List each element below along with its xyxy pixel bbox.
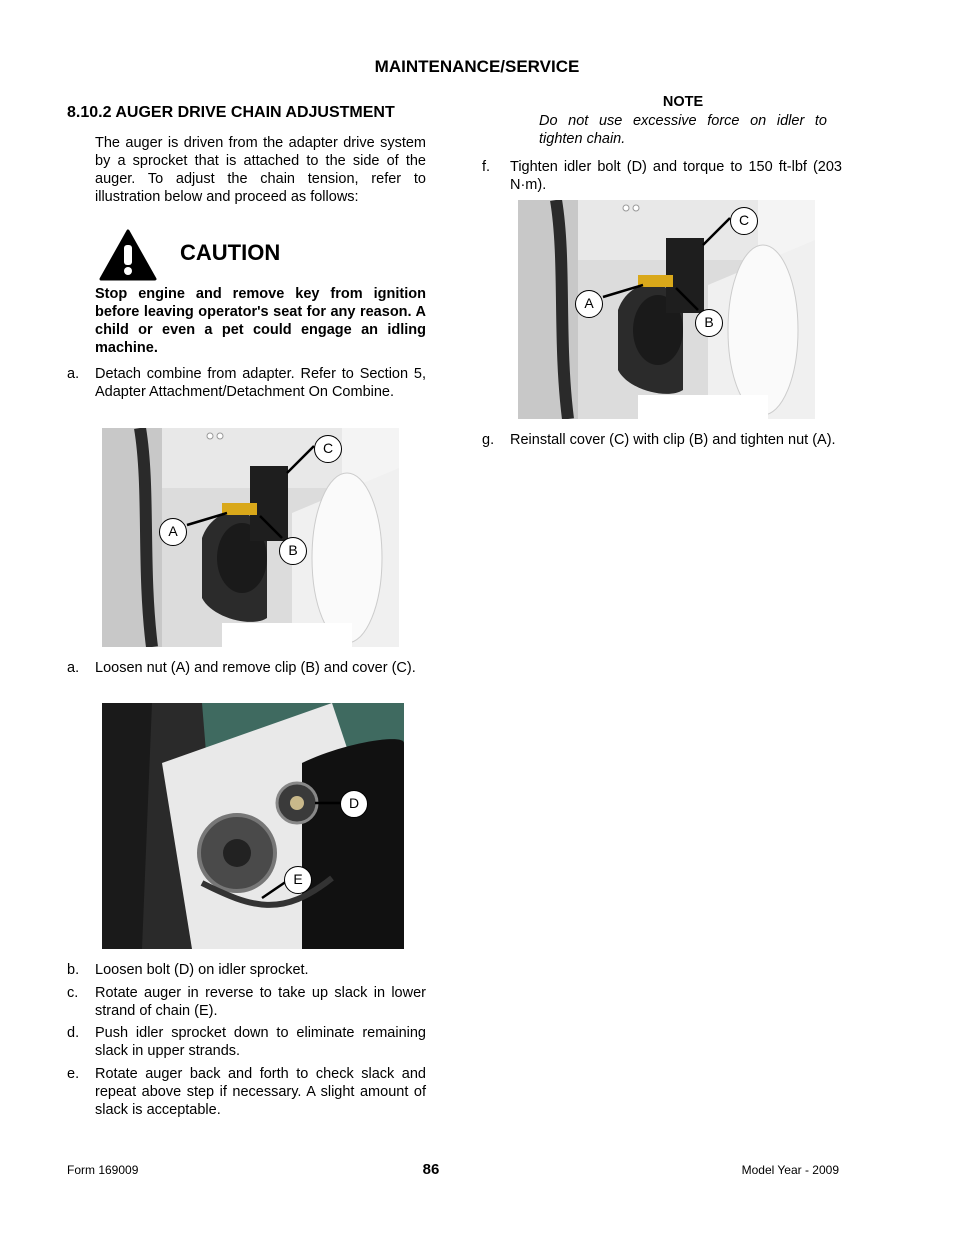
section-title: 8.10.2 AUGER DRIVE CHAIN ADJUSTMENT	[67, 104, 395, 121]
figure-drive-chain	[102, 703, 404, 949]
step-text: Detach combine from adapter. Refer to Section 5, Adapter Attachment/Detachment On Combine.	[95, 366, 426, 400]
page-header: MAINTENANCE/SERVICE	[374, 57, 580, 76]
caution-text: Stop engine and remove key from ignition before leaving operator's seat for any reason. A child or even a pet could engage an idling machine.	[95, 286, 426, 356]
callout-c: C	[314, 435, 342, 463]
step-a-loosen	[67, 659, 426, 699]
footer-model-year: Model Year - 2009	[741, 1163, 839, 1177]
note-text: Do not use excessive force on idler to tighten chain.	[539, 113, 827, 147]
step-letter: g.	[482, 432, 495, 448]
caution-title: CAUTION	[180, 240, 281, 265]
step-text: Loosen bolt (D) on idler sprocket.	[95, 962, 309, 978]
callout-d: D	[340, 790, 368, 818]
page-number: 86	[422, 1161, 440, 1178]
callout-b: B	[279, 537, 307, 565]
step-d	[67, 1024, 426, 1062]
step-letter: a.	[67, 366, 80, 382]
step-f	[482, 158, 842, 196]
step-letter: a.	[67, 660, 80, 676]
step-b	[67, 961, 426, 981]
step-c	[67, 984, 426, 1022]
callout-a: A	[575, 290, 603, 318]
step-text: Rotate auger in reverse to take up slack in lower strand of chain (E).	[95, 985, 426, 1019]
step-g	[482, 431, 842, 469]
warning-triangle-icon	[98, 228, 158, 287]
step-letter: e.	[67, 1066, 80, 1082]
step-e	[67, 1065, 426, 1121]
step-letter: b.	[67, 962, 80, 978]
intro-paragraph: The auger is driven from the adapter drive system by a sprocket that is attached to the side of the auger. To adjust the chain tension, refer to illustration below and proceed as follows:	[95, 135, 426, 205]
step-a-detach	[67, 365, 426, 421]
step-text: Reinstall cover (C) with clip (B) and tighten nut (A).	[510, 432, 836, 448]
note-title: NOTE	[662, 94, 704, 110]
figure-cover-assembly	[102, 428, 399, 647]
step-text: Rotate auger back and forth to check slack and repeat above step if necessary. A slight amount of slack is acceptable.	[95, 1066, 426, 1118]
step-letter: d.	[67, 1025, 80, 1041]
step-text: Loosen nut (A) and remove clip (B) and cover (C).	[95, 660, 416, 676]
step-letter: c.	[67, 985, 79, 1001]
callout-e: E	[284, 866, 312, 894]
step-text: Tighten idler bolt (D) and torque to 150 ft-lbf (203 N·m).	[510, 159, 842, 193]
step-letter: f.	[482, 159, 491, 175]
callout-c: C	[730, 207, 758, 235]
callout-b: B	[695, 309, 723, 337]
callout-a: A	[159, 518, 187, 546]
figure-cover-reinstall	[518, 200, 815, 419]
footer-form-number: Form 169009	[67, 1163, 139, 1177]
step-text: Push idler sprocket down to eliminate remaining slack in upper strands.	[95, 1025, 426, 1059]
